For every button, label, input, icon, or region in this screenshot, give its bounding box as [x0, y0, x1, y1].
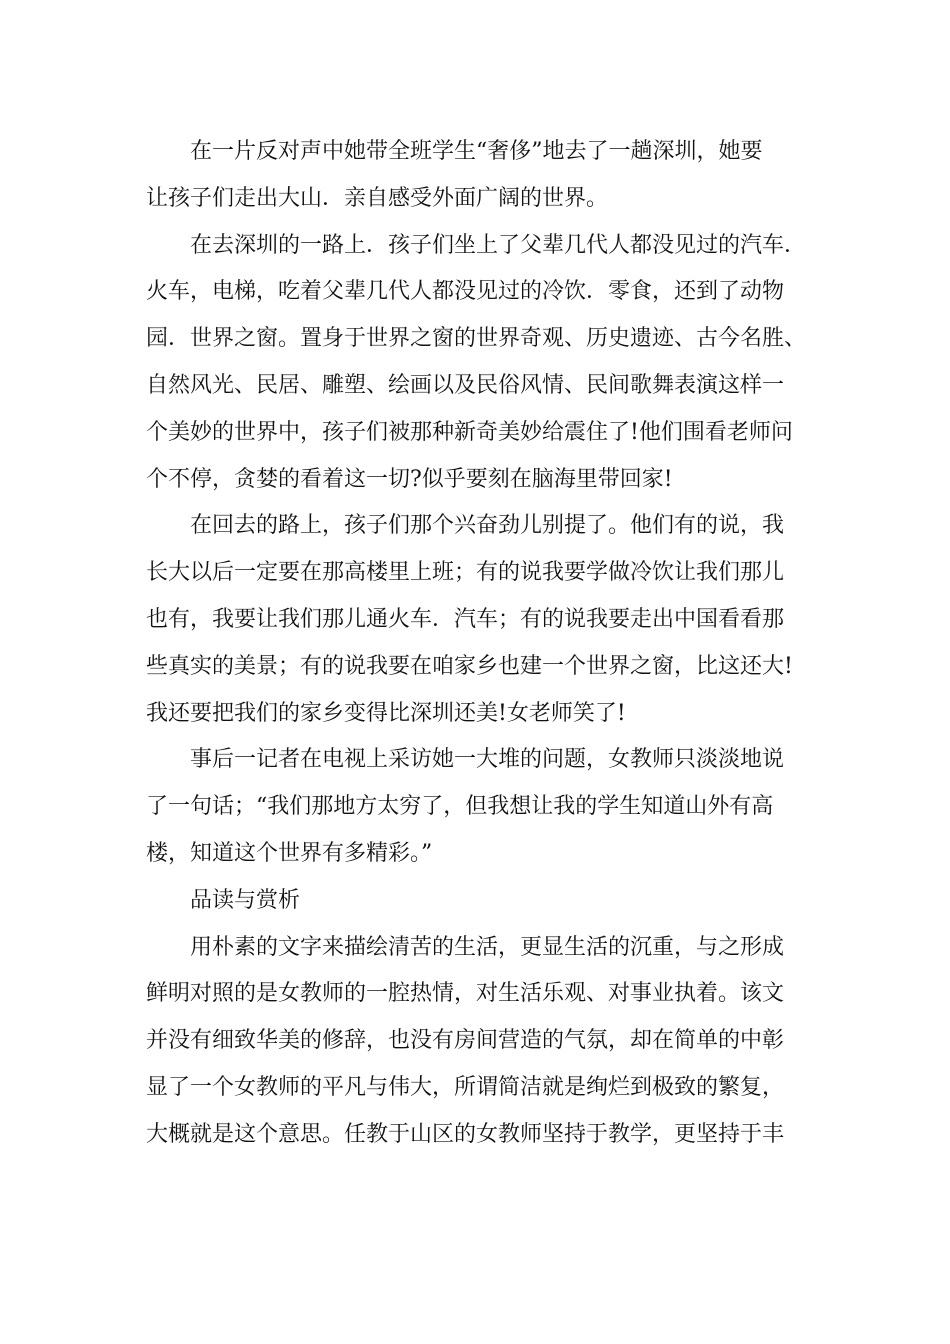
text-line: 大概就是这个意思。任教于山区的女教师坚持于教学，更坚持于丰: [146, 1121, 785, 1147]
text-line: 让孩子们走出大山．亲自感受外面广阔的世界。: [146, 185, 609, 211]
text-line: 也有，我要让我们那儿通火车．汽车；有的说我要走出中国看看那: [146, 606, 785, 632]
text-line: 在去深圳的一路上．孩子们坐上了父辈几代人都没见过的汽车．: [190, 232, 807, 258]
document-body: [146, 129, 806, 1159]
text-line: 个美妙的世界中，孩子们被那种新奇美妙给震住了!他们围看老师问: [146, 419, 793, 445]
text-line: 在一片反对声中她带全班学生“奢侈”地去了一趟深圳，她要: [190, 139, 763, 164]
text-line: 火车，电梯，吃着父辈几代人都没见过的冷饮．零食，还到了动物: [146, 279, 785, 305]
text-line: 楼，知道这个世界有多精彩。”: [146, 840, 433, 866]
text-line: 些真实的美景；有的说我要在咱家乡也建一个世界之窗，比这还大!: [146, 653, 793, 679]
text-line: 我还要把我们的家乡变得比深圳还美!女老师笑了!: [146, 700, 626, 726]
text-line: 鲜明对照的是女教师的一腔热情，对生活乐观、对事业执着。该文: [146, 981, 785, 1007]
paragraph-1: [146, 129, 806, 223]
paragraph-6: [146, 925, 806, 1159]
text-line: 显了一个女教师的平凡与伟大，所谓简洁就是绚烂到极致的繁复，: [146, 1074, 785, 1100]
text-line: 事后一记者在电视上采访她一大堆的问题，女教师只淡淡地说: [190, 747, 785, 773]
section-title: 品读与赏析: [190, 887, 301, 913]
text-line: 了一句话；“我们那地方太穷了，但我想让我的学生知道山外有高: [146, 794, 774, 820]
paragraph-2: [146, 223, 806, 504]
text-line: 园．世界之窗。置身于世界之窗的世界奇观、历史遗迹、古今名胜、: [146, 326, 807, 352]
text-line: 并没有细致华美的修辞，也没有房间营造的气氛，却在简单的中彰: [146, 1028, 785, 1054]
text-line: 个不停，贪婪的看着这一切?似乎要刻在脑海里带回家!: [146, 466, 673, 492]
paragraph-3: [146, 503, 806, 737]
paragraph-4: [146, 737, 806, 877]
text-line: 在回去的路上，孩子们那个兴奋劲儿别提了。他们有的说，我: [190, 513, 785, 539]
section-heading: [146, 878, 806, 925]
text-line: 用朴素的文字来描绘清苦的生活，更显生活的沉重，与之形成: [190, 934, 785, 960]
text-line: 长大以后一定要在那高楼里上班；有的说我要学做冷饮让我们那儿: [146, 560, 785, 586]
text-line: 自然风光、民居、雕塑、绘画以及民俗风情、民间歌舞表演这样一: [146, 372, 785, 398]
